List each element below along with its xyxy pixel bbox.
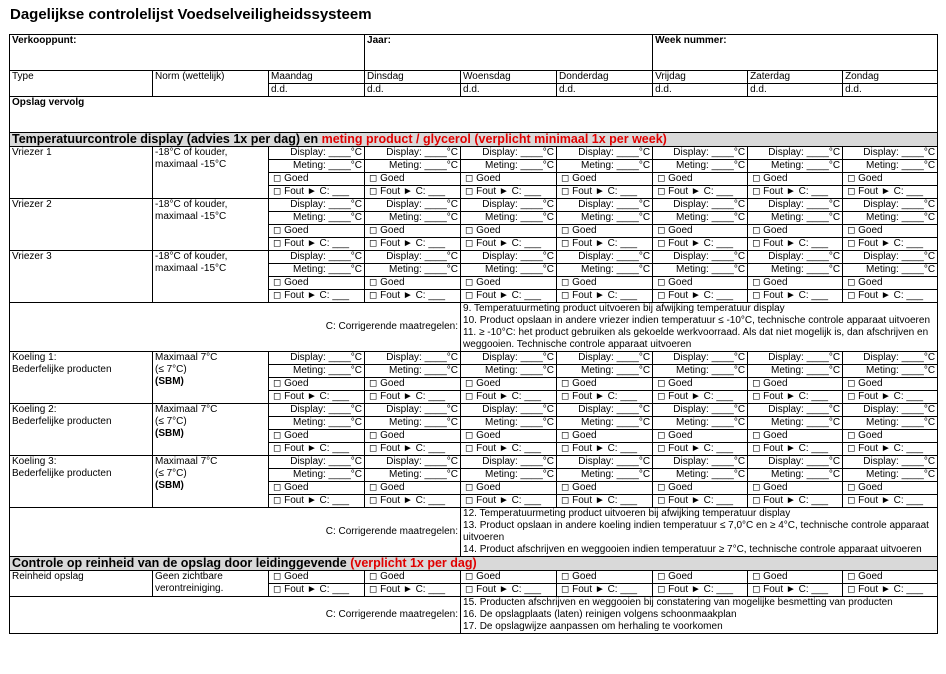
measure-item: 13. Product opslaan in andere koeling indien temperatuur ≤ 7,0°C en ≥ 4°C, technische controle apparaat uitvoeren	[463, 520, 929, 543]
goed-check[interactable]: ◻ Goed	[269, 378, 365, 391]
fout-check[interactable]: ◻ Fout ► C: ___	[557, 186, 653, 199]
display-check[interactable]: Display: ____°C	[557, 404, 653, 417]
fout-check[interactable]: ◻ Fout ► C: ___	[843, 391, 938, 404]
goed-check[interactable]: ◻ Goed	[557, 571, 653, 584]
meting-check[interactable]: Meting: ____°C	[365, 469, 461, 482]
fout-check[interactable]: ◻ Fout ► C: ___	[269, 584, 365, 597]
header-row	[10, 35, 938, 71]
goed-check[interactable]: ◻ Goed	[365, 571, 461, 584]
col-norm: Norm (wettelijk)	[153, 71, 269, 97]
goed-check[interactable]: ◻ Goed	[557, 173, 653, 186]
display-check[interactable]: Display: ____°C	[653, 251, 748, 264]
measure-item: 12. Temperatuurmeting product uitvoeren bij afwijking temperatuur display	[463, 508, 791, 519]
goed-check[interactable]: ◻ Goed	[843, 571, 938, 584]
display-check[interactable]: Display: ____°C	[461, 456, 557, 469]
goed-check[interactable]: ◻ Goed	[557, 430, 653, 443]
fout-check[interactable]: ◻ Fout ► C: ___	[843, 290, 938, 303]
norm-line: maximaal -15°C	[155, 159, 227, 170]
clean-section-title	[10, 557, 938, 571]
goed-check[interactable]: ◻ Goed	[269, 571, 365, 584]
date-field[interactable]: d.d.	[365, 84, 461, 97]
fout-check[interactable]: ◻ Fout ► C: ___	[365, 391, 461, 404]
row-norm	[153, 456, 269, 508]
row-type	[10, 404, 153, 456]
fout-check[interactable]: ◻ Fout ► C: ___	[748, 443, 843, 456]
measure-item: 14. Product afschrijven en weggooien indien temperatuur ≥ 7°C, technische controle apparaat uitvoeren	[463, 544, 922, 555]
goed-check[interactable]: ◻ Goed	[461, 482, 557, 495]
meting-check[interactable]: Meting: ____°C	[365, 264, 461, 277]
meting-check[interactable]: Meting: ____°C	[269, 264, 365, 277]
norm-line: -18°C of kouder,	[155, 199, 228, 210]
corrective-label: C: Corrigerende maatregelen:	[10, 597, 461, 634]
goed-check[interactable]: ◻ Goed	[843, 173, 938, 186]
cooling-row	[10, 352, 938, 365]
temp-section-red: meting product / glycerol (verplicht minimaal 1x per week)	[321, 132, 667, 146]
fout-check[interactable]: ◻ Fout ► C: ___	[461, 584, 557, 597]
clean-type: Reinheid opslag	[12, 571, 84, 582]
fout-check[interactable]: ◻ Fout ► C: ___	[365, 186, 461, 199]
goed-check[interactable]: ◻ Goed	[843, 277, 938, 290]
measure-item: 9. Temperatuurmeting product uitvoeren bij afwijking temperatuur display	[463, 303, 785, 314]
display-check[interactable]: Display: ____°C	[365, 456, 461, 469]
meting-check[interactable]: Meting: ____°C	[365, 212, 461, 225]
meting-check[interactable]: Meting: ____°C	[653, 264, 748, 277]
display-check[interactable]: Display: ____°C	[365, 404, 461, 417]
goed-check[interactable]: ◻ Goed	[748, 173, 843, 186]
display-check[interactable]: Display: ____°C	[748, 147, 843, 160]
goed-check[interactable]: ◻ Goed	[748, 571, 843, 584]
display-check[interactable]: Display: ____°C	[843, 147, 938, 160]
fout-check[interactable]: ◻ Fout ► C: ___	[269, 238, 365, 251]
display-check[interactable]: Display: ____°C	[653, 456, 748, 469]
goed-check[interactable]: ◻ Goed	[269, 430, 365, 443]
row-norm	[153, 251, 269, 303]
fout-check[interactable]: ◻ Fout ► C: ___	[269, 391, 365, 404]
measure-item: 10. Product opslaan in andere vriezer indien temperatuur ≤ -10°C, technische controle apparaat uitvoeren	[463, 315, 931, 326]
meting-check[interactable]: Meting: ____°C	[843, 264, 938, 277]
meting-check[interactable]: Meting: ____°C	[748, 212, 843, 225]
clean-row	[10, 571, 938, 584]
meting-check[interactable]: Meting: ____°C	[461, 417, 557, 430]
fout-check[interactable]: ◻ Fout ► C: ___	[557, 495, 653, 508]
verkooppunt-field[interactable]: Verkooppunt:	[10, 35, 365, 71]
goed-check[interactable]: ◻ Goed	[653, 571, 748, 584]
fout-check[interactable]: ◻ Fout ► C: ___	[461, 443, 557, 456]
meting-check[interactable]: Meting: ____°C	[461, 160, 557, 173]
cooling-type-desc: Bederfelijke producten	[12, 468, 112, 479]
cooling-row	[10, 404, 938, 417]
goed-check[interactable]: ◻ Goed	[365, 225, 461, 238]
display-check[interactable]: Display: ____°C	[748, 352, 843, 365]
goed-check[interactable]: ◻ Goed	[557, 482, 653, 495]
meting-check[interactable]: Meting: ____°C	[557, 417, 653, 430]
fout-check[interactable]: ◻ Fout ► C: ___	[557, 584, 653, 597]
row-type	[10, 352, 153, 404]
goed-check[interactable]: ◻ Goed	[557, 277, 653, 290]
norm-line: -18°C of kouder,	[155, 147, 228, 158]
freezer-measures-row	[10, 303, 938, 352]
norm-line: verontreiniging.	[155, 583, 224, 594]
fout-check[interactable]: ◻ Fout ► C: ___	[843, 584, 938, 597]
goed-check[interactable]: ◻ Goed	[461, 571, 557, 584]
display-check[interactable]: Display: ____°C	[365, 147, 461, 160]
row-type	[10, 199, 153, 251]
corrective-label: C: Corrigerende maatregelen:	[10, 508, 461, 557]
fout-check[interactable]: ◻ Fout ► C: ___	[653, 186, 748, 199]
goed-check[interactable]: ◻ Goed	[557, 225, 653, 238]
meting-check[interactable]: Meting: ____°C	[269, 212, 365, 225]
cooling-type-desc: Bederfelijke producten	[12, 364, 112, 375]
cooling-type: Koeling 3:	[12, 456, 57, 467]
fout-check[interactable]: ◻ Fout ► C: ___	[557, 391, 653, 404]
date-field[interactable]: d.d.	[461, 84, 557, 97]
meting-check[interactable]: Meting: ____°C	[843, 417, 938, 430]
corrective-label: C: Corrigerende maatregelen:	[10, 303, 461, 352]
meting-check[interactable]: Meting: ____°C	[748, 160, 843, 173]
goed-check[interactable]: ◻ Goed	[365, 378, 461, 391]
fout-check[interactable]: ◻ Fout ► C: ___	[653, 584, 748, 597]
display-check[interactable]: Display: ____°C	[843, 404, 938, 417]
meting-check[interactable]: Meting: ____°C	[653, 212, 748, 225]
goed-check[interactable]: ◻ Goed	[461, 378, 557, 391]
cooling-type: Koeling 2:	[12, 404, 57, 415]
row-type	[10, 456, 153, 508]
meting-check[interactable]: Meting: ____°C	[748, 469, 843, 482]
measure-item: 16. De opslagplaats (laten) reinigen volgens schoonmaakplan	[463, 609, 737, 620]
fout-check[interactable]: ◻ Fout ► C: ___	[843, 186, 938, 199]
fout-check[interactable]: ◻ Fout ► C: ___	[365, 238, 461, 251]
fout-check[interactable]: ◻ Fout ► C: ___	[653, 391, 748, 404]
column-header-row	[10, 71, 938, 84]
norm-line: Maximaal 7°C	[155, 352, 218, 363]
fout-check[interactable]: ◻ Fout ► C: ___	[365, 443, 461, 456]
fout-check[interactable]: ◻ Fout ► C: ___	[653, 443, 748, 456]
date-field[interactable]: d.d.	[557, 84, 653, 97]
cooling-row	[10, 456, 938, 469]
fout-check[interactable]: ◻ Fout ► C: ___	[748, 290, 843, 303]
norm-line: Maximaal 7°C	[155, 404, 218, 415]
meting-check[interactable]: Meting: ____°C	[365, 160, 461, 173]
freezer-type: Vriezer 3	[12, 251, 52, 262]
clean-section-row	[10, 557, 938, 571]
norm-line: Geen zichtbare	[155, 571, 223, 582]
goed-check[interactable]: ◻ Goed	[365, 482, 461, 495]
meting-check[interactable]: Meting: ____°C	[843, 365, 938, 378]
goed-check[interactable]: ◻ Goed	[748, 225, 843, 238]
clean-section-plain: Controle op reinheid van de opslag door leidinggevende	[12, 556, 351, 570]
display-check[interactable]: Display: ____°C	[843, 199, 938, 212]
display-check[interactable]: Display: ____°C	[748, 456, 843, 469]
date-field[interactable]: d.d.	[748, 84, 843, 97]
date-field[interactable]: d.d.	[269, 84, 365, 97]
display-check[interactable]: Display: ____°C	[653, 404, 748, 417]
cooling-measures-row	[10, 508, 938, 557]
display-check[interactable]: Display: ____°C	[557, 251, 653, 264]
fout-check[interactable]: ◻ Fout ► C: ___	[653, 238, 748, 251]
fout-check[interactable]: ◻ Fout ► C: ___	[461, 186, 557, 199]
meting-check[interactable]: Meting: ____°C	[365, 365, 461, 378]
meting-check[interactable]: Meting: ____°C	[748, 264, 843, 277]
goed-check[interactable]: ◻ Goed	[461, 277, 557, 290]
col-day: Woensdag	[461, 71, 557, 84]
display-check[interactable]: Display: ____°C	[557, 147, 653, 160]
row-norm	[153, 404, 269, 456]
fout-check[interactable]: ◻ Fout ► C: ___	[843, 238, 938, 251]
display-check[interactable]: Display: ____°C	[748, 199, 843, 212]
meting-check[interactable]: Meting: ____°C	[557, 212, 653, 225]
goed-check[interactable]: ◻ Goed	[461, 173, 557, 186]
display-check[interactable]: Display: ____°C	[557, 456, 653, 469]
col-day: Zondag	[843, 71, 938, 84]
meting-check[interactable]: Meting: ____°C	[461, 264, 557, 277]
meting-check[interactable]: Meting: ____°C	[557, 264, 653, 277]
display-check[interactable]: Display: ____°C	[461, 352, 557, 365]
row-type	[10, 147, 153, 199]
fout-check[interactable]: ◻ Fout ► C: ___	[748, 186, 843, 199]
temp-section-plain: Temperatuurcontrole display (advies 1x per dag) en	[12, 132, 322, 146]
display-check[interactable]: Display: ____°C	[269, 251, 365, 264]
goed-check[interactable]: ◻ Goed	[653, 430, 748, 443]
meting-check[interactable]: Meting: ____°C	[461, 212, 557, 225]
fout-check[interactable]: ◻ Fout ► C: ___	[365, 495, 461, 508]
meting-check[interactable]: Meting: ____°C	[843, 212, 938, 225]
display-check[interactable]: Display: ____°C	[269, 199, 365, 212]
meting-check[interactable]: Meting: ____°C	[557, 160, 653, 173]
goed-check[interactable]: ◻ Goed	[365, 430, 461, 443]
norm-line: (≤ 7°C)	[155, 468, 187, 479]
goed-check[interactable]: ◻ Goed	[269, 225, 365, 238]
meting-check[interactable]: Meting: ____°C	[748, 417, 843, 430]
opslag-row	[10, 97, 938, 133]
display-check[interactable]: Display: ____°C	[461, 199, 557, 212]
fout-check[interactable]: ◻ Fout ► C: ___	[653, 290, 748, 303]
jaar-field[interactable]: Jaar:	[365, 35, 653, 71]
date-field[interactable]: d.d.	[653, 84, 748, 97]
temp-section-row	[10, 133, 938, 147]
meting-check[interactable]: Meting: ____°C	[269, 417, 365, 430]
clean-measures	[461, 597, 938, 634]
fout-check[interactable]: ◻ Fout ► C: ___	[269, 495, 365, 508]
meting-check[interactable]: Meting: ____°C	[843, 469, 938, 482]
goed-check[interactable]: ◻ Goed	[843, 482, 938, 495]
fout-check[interactable]: ◻ Fout ► C: ___	[365, 584, 461, 597]
measure-item: 11. ≥ -10°C: het product gebruiken als gekoelde werkvoorraad. Als dat niet mogelijk is, dan afschrijven en weggooien. Technische controle apparaat uitvoeren	[463, 327, 929, 350]
goed-check[interactable]: ◻ Goed	[365, 277, 461, 290]
row-norm	[153, 147, 269, 199]
fout-check[interactable]: ◻ Fout ► C: ___	[748, 495, 843, 508]
display-check[interactable]: Display: ____°C	[269, 456, 365, 469]
col-day: Maandag	[269, 71, 365, 84]
fout-check[interactable]: ◻ Fout ► C: ___	[748, 391, 843, 404]
display-check[interactable]: Display: ____°C	[269, 352, 365, 365]
goed-check[interactable]: ◻ Goed	[365, 173, 461, 186]
meting-check[interactable]: Meting: ____°C	[843, 160, 938, 173]
display-check[interactable]: Display: ____°C	[653, 352, 748, 365]
meting-check[interactable]: Meting: ____°C	[748, 365, 843, 378]
row-norm	[153, 571, 269, 597]
goed-check[interactable]: ◻ Goed	[653, 173, 748, 186]
display-check[interactable]: Display: ____°C	[748, 251, 843, 264]
goed-check[interactable]: ◻ Goed	[748, 430, 843, 443]
norm-line: (≤ 7°C)	[155, 364, 187, 375]
display-check[interactable]: Display: ____°C	[653, 199, 748, 212]
freezer-row	[10, 199, 938, 212]
cooling-type: Koeling 1:	[12, 352, 57, 363]
row-type	[10, 251, 153, 303]
meting-check[interactable]: Meting: ____°C	[653, 365, 748, 378]
freezer-row	[10, 147, 938, 160]
display-check[interactable]: Display: ____°C	[653, 147, 748, 160]
fout-check[interactable]: ◻ Fout ► C: ___	[843, 443, 938, 456]
goed-check[interactable]: ◻ Goed	[653, 277, 748, 290]
goed-check[interactable]: ◻ Goed	[653, 378, 748, 391]
meting-check[interactable]: Meting: ____°C	[269, 469, 365, 482]
fout-check[interactable]: ◻ Fout ► C: ___	[461, 238, 557, 251]
display-check[interactable]: Display: ____°C	[269, 404, 365, 417]
goed-check[interactable]: ◻ Goed	[748, 378, 843, 391]
meting-check[interactable]: Meting: ____°C	[653, 417, 748, 430]
clean-measures-row	[10, 597, 938, 634]
freezer-type: Vriezer 2	[12, 199, 52, 210]
goed-check[interactable]: ◻ Goed	[557, 378, 653, 391]
fout-check[interactable]: ◻ Fout ► C: ___	[557, 443, 653, 456]
fout-check[interactable]: ◻ Fout ► C: ___	[748, 238, 843, 251]
meting-check[interactable]: Meting: ____°C	[269, 160, 365, 173]
fout-check[interactable]: ◻ Fout ► C: ___	[461, 290, 557, 303]
meting-check[interactable]: Meting: ____°C	[269, 365, 365, 378]
goed-check[interactable]: ◻ Goed	[748, 482, 843, 495]
goed-check[interactable]: ◻ Goed	[269, 482, 365, 495]
norm-line: Maximaal 7°C	[155, 456, 218, 467]
display-check[interactable]: Display: ____°C	[365, 251, 461, 264]
norm-line: maximaal -15°C	[155, 211, 227, 222]
meting-check[interactable]: Meting: ____°C	[653, 469, 748, 482]
date-field[interactable]: d.d.	[843, 84, 938, 97]
measure-item: 15. Producten afschrijven en weggooien bij constatering van mogelijke besmetting van producten	[463, 597, 893, 608]
document-title: Dagelijkse controlelijst Voedselveiligheidssysteem	[10, 6, 372, 23]
cooling-measures	[461, 508, 938, 557]
meting-check[interactable]: Meting: ____°C	[461, 365, 557, 378]
col-type: Type	[10, 71, 153, 97]
display-check[interactable]: Display: ____°C	[843, 456, 938, 469]
display-check[interactable]: Display: ____°C	[557, 199, 653, 212]
display-check[interactable]: Display: ____°C	[269, 147, 365, 160]
cooling-type-desc: Bederfelijke producten	[12, 416, 112, 427]
norm-line: (SBM)	[155, 480, 184, 491]
display-check[interactable]: Display: ____°C	[843, 251, 938, 264]
fout-check[interactable]: ◻ Fout ► C: ___	[557, 238, 653, 251]
meting-check[interactable]: Meting: ____°C	[653, 160, 748, 173]
fout-check[interactable]: ◻ Fout ► C: ___	[461, 391, 557, 404]
fout-check[interactable]: ◻ Fout ► C: ___	[365, 290, 461, 303]
freezer-type: Vriezer 1	[12, 147, 52, 158]
meting-check[interactable]: Meting: ____°C	[557, 469, 653, 482]
display-check[interactable]: Display: ____°C	[365, 199, 461, 212]
col-day: Vrijdag	[653, 71, 748, 84]
display-check[interactable]: Display: ____°C	[748, 404, 843, 417]
norm-line: (SBM)	[155, 376, 184, 387]
display-check[interactable]: Display: ____°C	[461, 404, 557, 417]
opslag-title: Opslag vervolg	[10, 97, 938, 133]
clean-section-red: (verplicht 1x per dag)	[350, 556, 477, 570]
fout-check[interactable]: ◻ Fout ► C: ___	[557, 290, 653, 303]
checklist-table	[9, 34, 938, 634]
goed-check[interactable]: ◻ Goed	[461, 430, 557, 443]
fout-check[interactable]: ◻ Fout ► C: ___	[748, 584, 843, 597]
goed-check[interactable]: ◻ Goed	[843, 430, 938, 443]
fout-check[interactable]: ◻ Fout ► C: ___	[269, 443, 365, 456]
row-norm	[153, 199, 269, 251]
goed-check[interactable]: ◻ Goed	[269, 173, 365, 186]
fout-check[interactable]: ◻ Fout ► C: ___	[269, 290, 365, 303]
col-day: Donderdag	[557, 71, 653, 84]
meting-check[interactable]: Meting: ____°C	[461, 469, 557, 482]
meting-check[interactable]: Meting: ____°C	[365, 417, 461, 430]
week-field[interactable]: Week nummer:	[653, 35, 938, 71]
display-check[interactable]: Display: ____°C	[461, 251, 557, 264]
col-day: Dinsdag	[365, 71, 461, 84]
goed-check[interactable]: ◻ Goed	[843, 378, 938, 391]
fout-check[interactable]: ◻ Fout ► C: ___	[843, 495, 938, 508]
goed-check[interactable]: ◻ Goed	[269, 277, 365, 290]
display-check[interactable]: Display: ____°C	[843, 352, 938, 365]
norm-line: (SBM)	[155, 428, 184, 439]
display-check[interactable]: Display: ____°C	[365, 352, 461, 365]
temp-section-title	[10, 133, 938, 147]
goed-check[interactable]: ◻ Goed	[461, 225, 557, 238]
display-check[interactable]: Display: ____°C	[461, 147, 557, 160]
row-norm	[153, 352, 269, 404]
norm-line: maximaal -15°C	[155, 263, 227, 274]
goed-check[interactable]: ◻ Goed	[843, 225, 938, 238]
meting-check[interactable]: Meting: ____°C	[557, 365, 653, 378]
fout-check[interactable]: ◻ Fout ► C: ___	[269, 186, 365, 199]
norm-line: -18°C of kouder,	[155, 251, 228, 262]
norm-line: (≤ 7°C)	[155, 416, 187, 427]
goed-check[interactable]: ◻ Goed	[653, 482, 748, 495]
fout-check[interactable]: ◻ Fout ► C: ___	[653, 495, 748, 508]
freezer-measures	[461, 303, 938, 352]
row-type	[10, 571, 153, 597]
goed-check[interactable]: ◻ Goed	[748, 277, 843, 290]
col-day: Zaterdag	[748, 71, 843, 84]
display-check[interactable]: Display: ____°C	[557, 352, 653, 365]
measure-item: 17. De opslagwijze aanpassen om herhaling te voorkomen	[463, 621, 723, 632]
fout-check[interactable]: ◻ Fout ► C: ___	[461, 495, 557, 508]
goed-check[interactable]: ◻ Goed	[653, 225, 748, 238]
freezer-row	[10, 251, 938, 264]
